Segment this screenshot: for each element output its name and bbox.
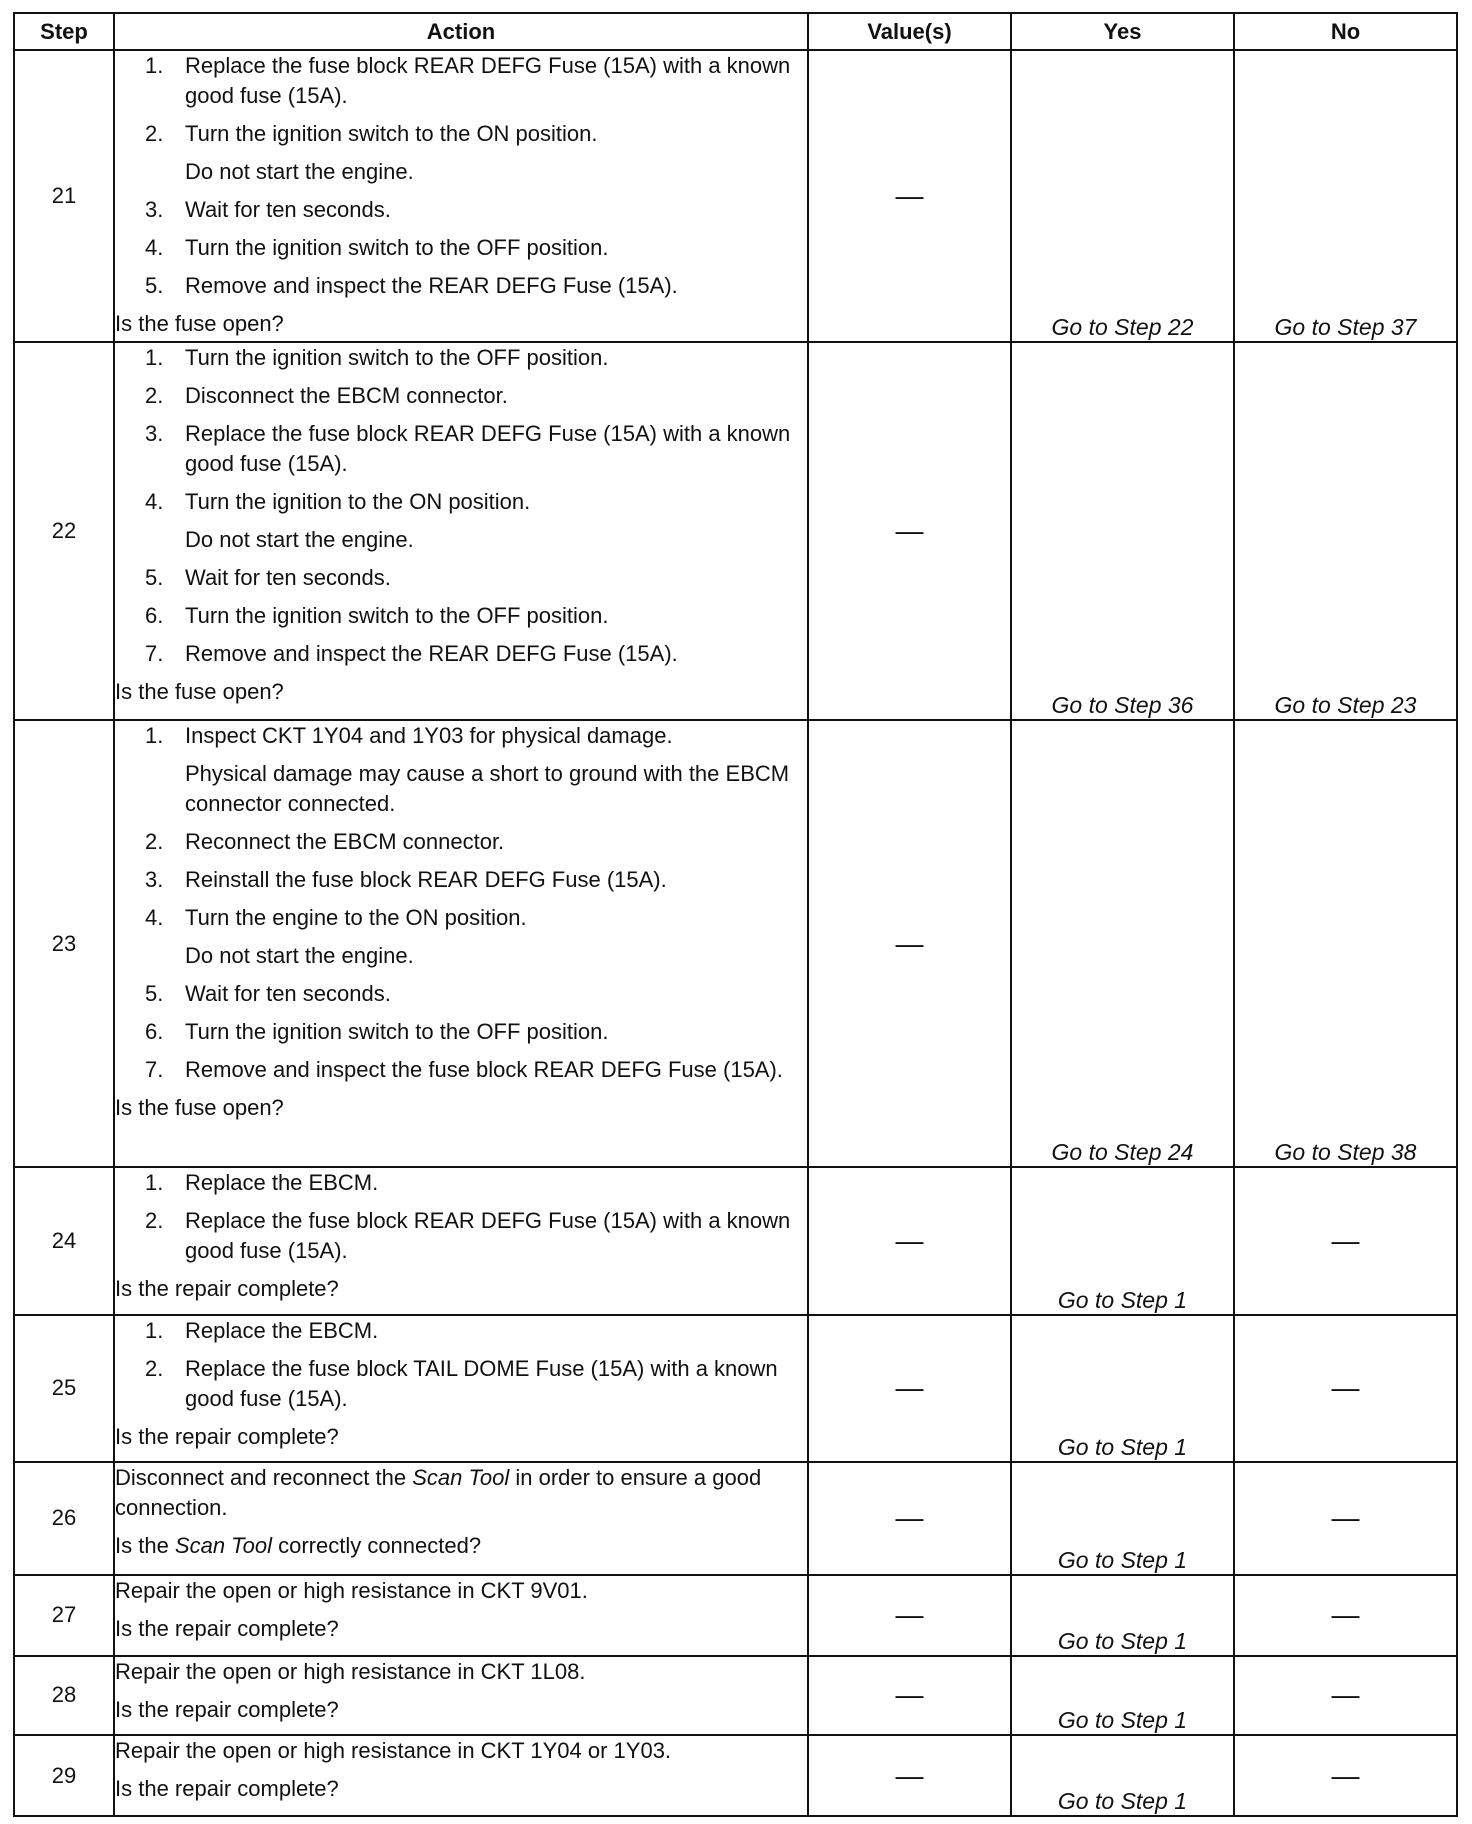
step-item-note: Physical damage may cause a short to ground with the EBCM connector connected. — [185, 760, 790, 816]
step-item-text: Remove and inspect the REAR DEFG Fuse (15A). — [185, 273, 678, 298]
action-question — [115, 1531, 807, 1561]
action-cell — [114, 1462, 808, 1575]
header-action: Action — [114, 13, 808, 50]
step-item-number: 3. — [145, 421, 164, 447]
step-item-number: 2. — [145, 1208, 164, 1234]
step-item-number: 2. — [145, 383, 164, 409]
action-step — [115, 233, 807, 263]
yes-cell: Go to Step 1 — [1011, 1167, 1234, 1314]
action-cell — [114, 50, 808, 342]
action-cell — [114, 1656, 808, 1736]
action-step — [115, 487, 807, 555]
action-step — [115, 865, 807, 895]
step-item-number: 6. — [145, 1018, 164, 1044]
action-step — [115, 563, 807, 593]
step-item-note: Do not start the engine. — [185, 527, 414, 553]
action-question: Is the repair complete? — [115, 1615, 339, 1641]
no-cell: — — [1234, 1575, 1457, 1656]
header-step: Step — [14, 13, 114, 50]
step-item-text: Inspect CKT 1Y04 and 1Y03 for physical damage. — [185, 722, 673, 748]
action-step — [115, 639, 807, 669]
yes-cell: Go to Step 22 — [1011, 50, 1234, 342]
table-row — [14, 1735, 1457, 1816]
step-number: 24 — [14, 1167, 114, 1314]
action-step — [115, 721, 807, 819]
action-step — [115, 381, 807, 411]
action-step — [115, 271, 807, 301]
table-row — [14, 342, 1457, 719]
action-cell — [114, 1575, 808, 1656]
diagnostic-table — [13, 12, 1458, 1817]
action-question: Is the fuse open? — [115, 1094, 284, 1120]
action-question: Is the repair complete? — [115, 1423, 339, 1449]
step-number: 26 — [14, 1462, 114, 1575]
step-item-number: 6. — [145, 603, 164, 629]
step-item-number: 1. — [145, 53, 164, 78]
action-step — [115, 827, 807, 857]
no-cell: — — [1234, 1462, 1457, 1575]
value-cell: — — [808, 1315, 1011, 1462]
no-cell: — — [1234, 1656, 1457, 1736]
table-row — [14, 50, 1457, 342]
value-cell: — — [808, 50, 1011, 342]
action-text-part: Disconnect and reconnect the — [115, 1464, 413, 1490]
step-item-text: Reconnect the EBCM connector. — [185, 828, 505, 854]
action-question: Is the repair complete? — [115, 1776, 339, 1802]
scan-tool-term: Scan Tool — [174, 1532, 272, 1558]
step-item-text: Wait for ten seconds. — [185, 565, 391, 591]
value-cell: — — [808, 1167, 1011, 1314]
step-item-number: 2. — [145, 121, 164, 146]
action-steps — [115, 343, 807, 669]
action-cell — [114, 1167, 808, 1314]
action-text: Repair the open or high resistance in CKT 9V01. — [115, 1577, 588, 1603]
yes-cell: Go to Step 36 — [1011, 342, 1234, 719]
action-question: Is the fuse open? — [115, 679, 284, 705]
action-cell — [114, 1315, 808, 1462]
question-part: correctly connected? — [271, 1532, 482, 1558]
table-row — [14, 1656, 1457, 1736]
step-number: 23 — [14, 720, 114, 1168]
step-item-text: Turn the ignition switch to the OFF position. — [185, 603, 609, 629]
yes-cell: Go to Step 1 — [1011, 1656, 1234, 1736]
action-steps — [115, 51, 807, 301]
yes-cell: Go to Step 1 — [1011, 1315, 1234, 1462]
action-step — [115, 1316, 807, 1346]
step-item-text: Remove and inspect the REAR DEFG Fuse (15A). — [185, 641, 678, 667]
value-cell: — — [808, 1656, 1011, 1736]
step-number: 25 — [14, 1315, 114, 1462]
step-item-note: Do not start the engine. — [185, 159, 414, 184]
step-item-text: Replace the fuse block TAIL DOME Fuse (15A) with a known good fuse (15A). — [185, 1355, 778, 1411]
step-item-number: 2. — [145, 828, 164, 854]
action-question: Is the repair complete? — [115, 1276, 339, 1302]
table-row — [14, 1462, 1457, 1575]
action-step — [115, 195, 807, 225]
action-steps — [115, 721, 807, 1085]
scan-tool-term: Scan Tool — [412, 1464, 510, 1490]
yes-cell: Go to Step 1 — [1011, 1575, 1234, 1656]
no-cell: — — [1234, 1167, 1457, 1314]
step-item-text: Replace the fuse block REAR DEFG Fuse (15A) with a known good fuse (15A). — [185, 1208, 791, 1264]
step-item-text: Turn the ignition switch to the OFF position. — [185, 345, 609, 371]
step-item-text: Remove and inspect the fuse block REAR DEFG Fuse (15A). — [185, 1056, 783, 1082]
table-row — [14, 720, 1457, 1168]
action-step — [115, 1055, 807, 1085]
action-step — [115, 51, 807, 111]
action-text: Repair the open or high resistance in CKT 1L08. — [115, 1658, 586, 1684]
table-row — [14, 1167, 1457, 1314]
step-item-text: Replace the EBCM. — [185, 1170, 379, 1196]
action-cell — [114, 1735, 808, 1816]
yes-cell: Go to Step 1 — [1011, 1462, 1234, 1575]
action-text — [115, 1463, 807, 1523]
yes-cell: Go to Step 24 — [1011, 720, 1234, 1168]
step-item-text: Replace the fuse block REAR DEFG Fuse (15A) with a known good fuse (15A). — [185, 53, 791, 108]
step-item-text: Reinstall the fuse block REAR DEFG Fuse (15A). — [185, 866, 667, 892]
step-item-text: Replace the fuse block REAR DEFG Fuse (15A) with a known good fuse (15A). — [185, 421, 791, 477]
action-text-part: in order to ensure a good connection. — [115, 1464, 762, 1520]
step-item-text: Turn the ignition switch to the ON position. — [185, 121, 598, 146]
step-item-text: Turn the ignition switch to the OFF position. — [185, 235, 609, 260]
action-step — [115, 979, 807, 1009]
step-item-number: 4. — [145, 235, 164, 260]
yes-cell: Go to Step 1 — [1011, 1735, 1234, 1816]
step-item-number: 7. — [145, 1056, 164, 1082]
step-item-number: 7. — [145, 641, 164, 667]
action-step — [115, 1354, 807, 1414]
header-values: Value(s) — [808, 13, 1011, 50]
value-cell: — — [808, 1575, 1011, 1656]
action-steps — [115, 1168, 807, 1266]
step-item-number: 3. — [145, 866, 164, 892]
action-step — [115, 419, 807, 479]
action-cell — [114, 720, 808, 1168]
step-item-number: 1. — [145, 345, 164, 371]
value-cell: — — [808, 342, 1011, 719]
action-step — [115, 119, 807, 187]
action-step — [115, 601, 807, 631]
no-cell: Go to Step 23 — [1234, 342, 1457, 719]
action-step — [115, 1206, 807, 1266]
step-number: 22 — [14, 342, 114, 719]
step-item-number: 5. — [145, 273, 164, 298]
action-step — [115, 343, 807, 373]
value-cell: — — [808, 1735, 1011, 1816]
action-step — [115, 1017, 807, 1047]
value-cell: — — [808, 720, 1011, 1168]
no-cell: Go to Step 38 — [1234, 720, 1457, 1168]
action-step — [115, 1168, 807, 1198]
step-item-number: 4. — [145, 904, 164, 930]
step-number: 29 — [14, 1735, 114, 1816]
step-item-text: Turn the ignition switch to the OFF position. — [185, 1018, 609, 1044]
step-item-number: 1. — [145, 1317, 164, 1343]
table-row — [14, 1315, 1457, 1462]
question-part: Is the — [115, 1532, 175, 1558]
header-row — [14, 13, 1457, 50]
step-item-text: Wait for ten seconds. — [185, 980, 391, 1006]
step-item-number: 1. — [145, 722, 164, 748]
action-question: Is the fuse open? — [115, 311, 284, 336]
step-item-text: Turn the engine to the ON position. — [185, 904, 527, 930]
step-item-number: 1. — [145, 1170, 164, 1196]
step-number: 28 — [14, 1656, 114, 1736]
step-item-text: Replace the EBCM. — [185, 1317, 379, 1343]
action-text: Repair the open or high resistance in CKT 1Y04 or 1Y03. — [115, 1738, 672, 1764]
action-steps — [115, 1316, 807, 1414]
step-item-number: 4. — [145, 489, 164, 515]
no-cell: — — [1234, 1315, 1457, 1462]
step-number: 27 — [14, 1575, 114, 1656]
step-item-text: Wait for ten seconds. — [185, 197, 391, 222]
step-item-note: Do not start the engine. — [185, 942, 414, 968]
step-item-number: 5. — [145, 565, 164, 591]
step-number: 21 — [14, 50, 114, 342]
step-item-text: Disconnect the EBCM connector. — [185, 383, 508, 409]
table-row — [14, 1575, 1457, 1656]
action-step — [115, 903, 807, 971]
no-cell: Go to Step 37 — [1234, 50, 1457, 342]
step-item-number: 5. — [145, 980, 164, 1006]
step-item-text: Turn the ignition to the ON position. — [185, 489, 531, 515]
header-no: No — [1234, 13, 1457, 50]
action-cell — [114, 342, 808, 719]
no-cell: — — [1234, 1735, 1457, 1816]
step-item-number: 2. — [145, 1355, 164, 1381]
action-question: Is the repair complete? — [115, 1696, 339, 1722]
step-item-number: 3. — [145, 197, 164, 222]
header-yes: Yes — [1011, 13, 1234, 50]
value-cell: — — [808, 1462, 1011, 1575]
